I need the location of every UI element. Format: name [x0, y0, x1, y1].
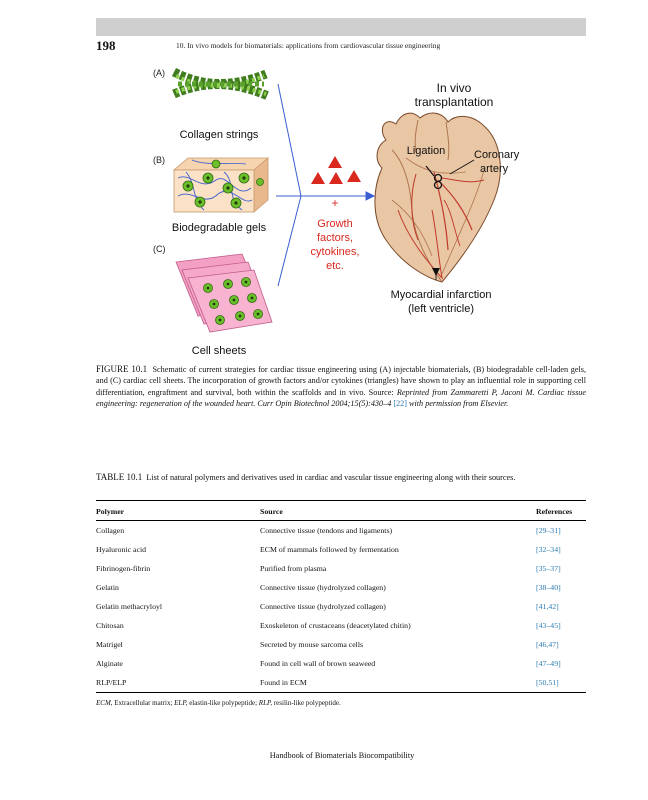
source-cell: Connective tissue (hydrolyzed collagen)	[260, 583, 386, 592]
footnote-elp-def: elastin-like polypeptide;	[189, 699, 258, 707]
table-row	[96, 635, 586, 654]
collagen-strings-label: Collagen strings	[179, 129, 259, 141]
ref-link[interactable]: [41,42]	[536, 602, 559, 611]
figure-10-1	[96, 60, 586, 360]
cell-sheets-illustration	[176, 254, 272, 332]
page-number: 198	[96, 38, 116, 53]
table-caption-text: List of natural polymers and derivatives used in cardiac and vascular tissue engineering along with their sources.	[146, 473, 516, 482]
figure-caption-source: Reprinted from Zammaretti P, Jaconi M. Cardiac tissue engineering: regeneration of the wounded heart. Curr Opin Biotechnol 2004;15(5):430–4	[96, 387, 586, 409]
coronary-label-2: artery	[480, 163, 509, 175]
polymer-cell: Chitosan	[96, 621, 124, 630]
source-cell: Found in cell wall of brown seaweed	[260, 659, 376, 668]
polymer-cell: Fibrinogen-fibrin	[96, 564, 151, 573]
ref-link[interactable]: [38–40]	[536, 583, 561, 592]
source-cell: ECM of mammals followed by fermentation	[260, 545, 399, 554]
header-source: Source	[260, 501, 536, 521]
biodegradable-gels-illustration	[174, 158, 268, 212]
table-caption	[96, 472, 586, 483]
biodegradable-gels-label: Biodegradable gels	[171, 222, 267, 234]
footnote-elp-abbr: ELP,	[174, 699, 188, 707]
polymer-cell: RLP/ELP	[96, 673, 260, 693]
source-cell: Found in ECM	[260, 673, 536, 693]
collagen-strings-illustration	[174, 72, 268, 96]
panel-b-label: (B)	[153, 155, 165, 165]
header-polymer: Polymer	[96, 501, 260, 521]
source-cell: Connective tissue (tendons and ligaments)	[260, 526, 393, 535]
polymer-cell: Hyaluronic acid	[96, 545, 147, 554]
ref-link[interactable]: [46,47]	[536, 640, 559, 649]
table-row	[96, 616, 586, 635]
table-row	[96, 578, 586, 597]
polymer-table	[96, 500, 586, 693]
growth-factor-triangles	[311, 156, 361, 184]
footnote-ecm-abbr: ECM,	[96, 699, 113, 707]
table-row	[96, 654, 586, 673]
infarct-label-1: Myocardial infarction	[390, 289, 492, 301]
ref-link[interactable]: [47–49]	[536, 659, 561, 668]
figure-caption-ref-link[interactable]: [22]	[393, 399, 407, 409]
ref-link[interactable]: [32–34]	[536, 545, 561, 554]
table-row	[96, 559, 586, 578]
panel-c-label: (C)	[153, 244, 166, 254]
header-references: References	[536, 501, 586, 521]
table-row	[96, 540, 586, 559]
header-bar	[96, 18, 586, 36]
figure-caption	[96, 364, 586, 410]
running-head: 10. In vivo models for biomaterials: applications from cardiovascular tissue engineering	[176, 41, 441, 50]
table-footnote	[96, 699, 586, 707]
table-row	[96, 597, 586, 616]
ref-link[interactable]: [50,51]	[536, 673, 586, 693]
growth-label-2: factors,	[316, 232, 354, 244]
coronary-label-1: Coronary	[474, 149, 520, 161]
source-cell: Exoskeleton of crustaceans (deacetylated chitin)	[260, 621, 411, 630]
ref-link[interactable]: [43–45]	[536, 621, 561, 630]
heart-illustration	[375, 113, 500, 282]
footnote-ecm-def: Extracellular matrix;	[114, 699, 173, 707]
page-footer: Handbook of Biomaterials Biocompatibility	[269, 751, 415, 760]
infarct-label-2: (left ventricle)	[407, 303, 475, 315]
polymer-cell: Alginate	[96, 659, 123, 668]
figure-caption-text: Schematic of current strategies for cardiac tissue engineering using (A) injectable biomaterials, (B) biodegradable cell-laden gels, and (C) cardiac cell sheets. The incorporation of growth factors and/or cytokines (triangles) have shown to play an influential role in supporting cell differentiation, engraftment and survival, both within the scaffolds and in vivo. Source:	[96, 365, 586, 397]
ref-link[interactable]: [35–37]	[536, 564, 561, 573]
invivo-label-2: transplantation	[414, 95, 494, 109]
footnote-rlp-def: resilin-like polypeptide.	[273, 699, 341, 707]
cell-sheets-label: Cell sheets	[191, 345, 247, 357]
figure-caption-label: FIGURE 10.1	[96, 364, 148, 374]
plus-sign: +	[331, 196, 339, 210]
source-cell: Connective tissue (hydrolyzed collagen)	[260, 602, 386, 611]
ligation-label: Ligation	[406, 145, 446, 157]
growth-label-3: cytokines,	[310, 246, 360, 258]
figure-caption-source-end: with permission from Elsevier.	[409, 399, 509, 409]
source-cell: Secreted by mouse sarcoma cells	[260, 640, 364, 649]
invivo-label-1: In vivo	[436, 81, 472, 95]
polymer-cell: Collagen	[96, 526, 125, 535]
table-header-row	[96, 501, 586, 521]
polymer-cell: Gelatin methacryloyl	[96, 602, 163, 611]
growth-label-1: Growth	[317, 218, 353, 230]
polymer-cell: Gelatin	[96, 583, 119, 592]
footnote-rlp-abbr: RLP,	[258, 699, 273, 707]
source-cell: Purified from plasma	[260, 564, 327, 573]
table-caption-label: TABLE 10.1	[96, 472, 143, 482]
polymer-cell: Matrigel	[96, 640, 123, 649]
table-row	[96, 673, 586, 693]
ref-link[interactable]: [29–31]	[536, 526, 561, 535]
panel-a-label: (A)	[153, 68, 165, 78]
growth-label-4: etc.	[326, 260, 344, 272]
table-row	[96, 521, 586, 541]
